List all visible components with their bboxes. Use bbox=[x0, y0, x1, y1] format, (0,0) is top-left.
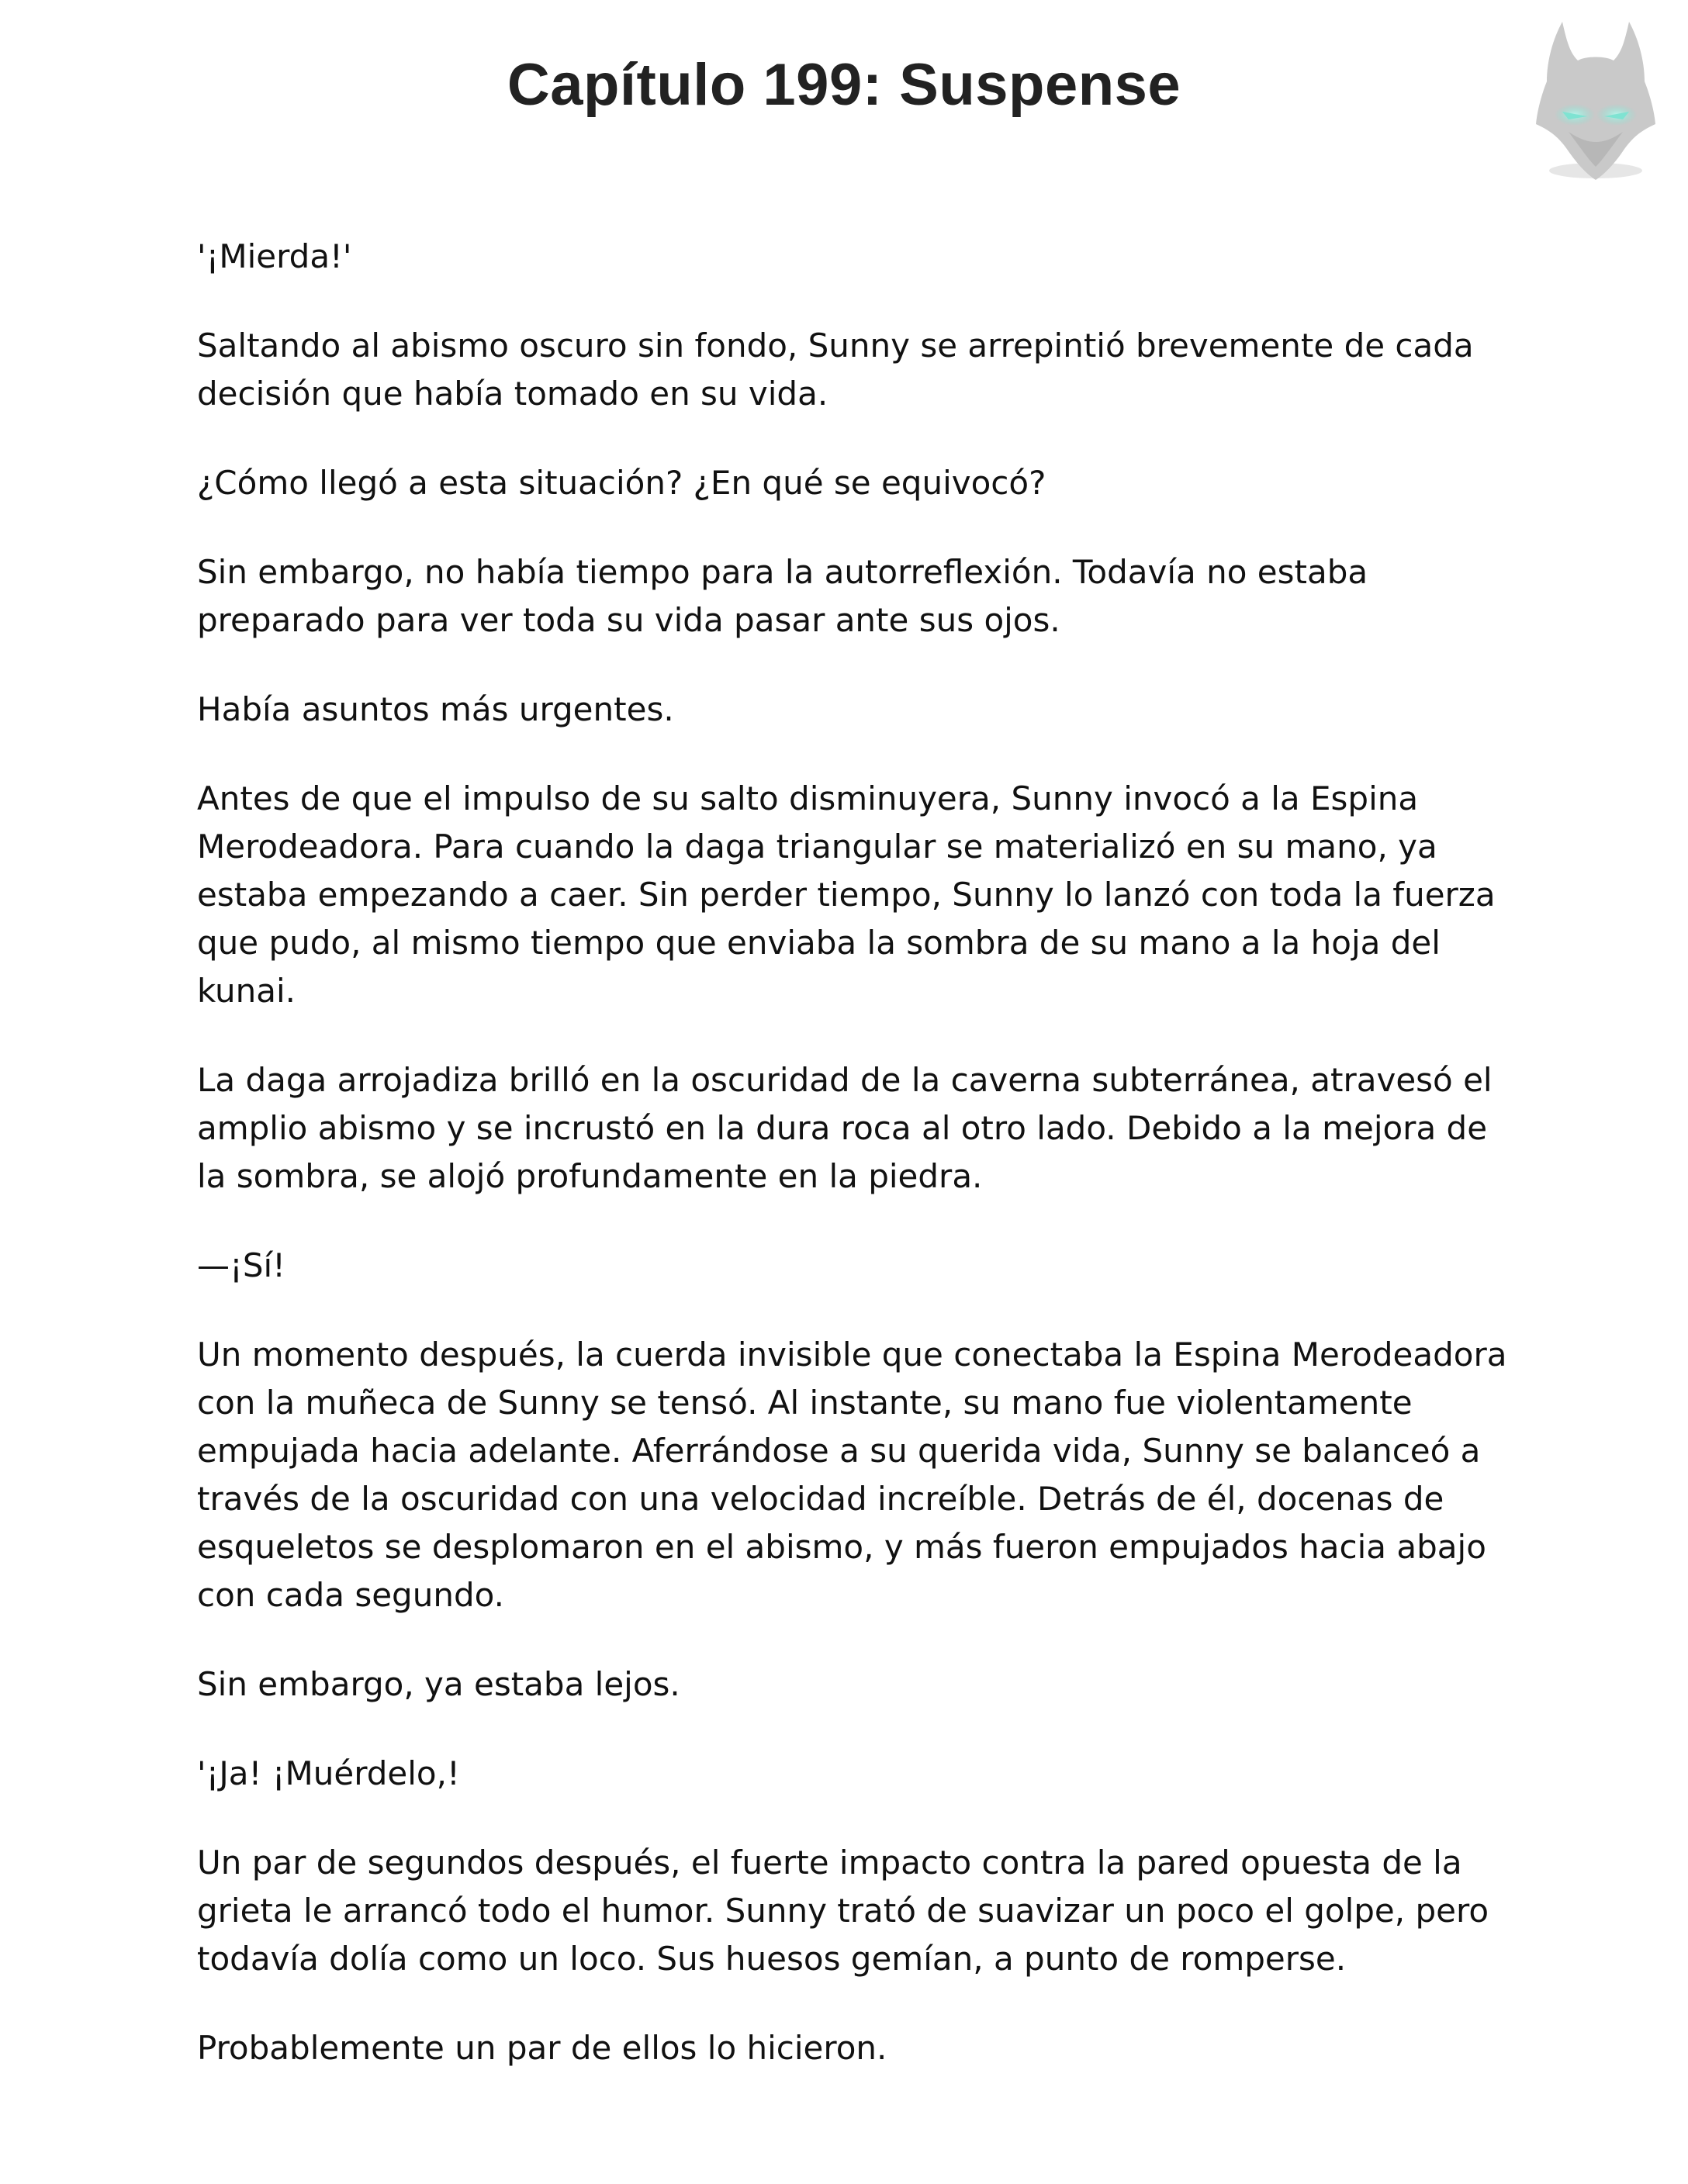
page-title: Capítulo 199: Suspense bbox=[507, 52, 1181, 118]
paragraph: '¡Ja! ¡Muérdelo,! bbox=[197, 1754, 460, 1792]
horned-demon-logo-icon bbox=[1522, 16, 1669, 190]
paragraph: Sin embargo, no había tiempo para la autorreflexión. Todavía no estaba preparado para ver toda su vida pasar ante sus ojos. bbox=[197, 553, 1368, 639]
paragraph: Sin embargo, ya estaba lejos. bbox=[197, 1665, 680, 1703]
paragraph: La daga arrojadiza brilló en la oscuridad de la caverna subterránea, atravesó el amplio abismo y se incrustó en la dura roca al otro lado. Debido a la mejora de la sombra, se alojó profundamente en la piedra. bbox=[197, 1061, 1493, 1195]
paragraph: —¡Sí! bbox=[197, 1246, 286, 1284]
paragraph: Antes de que el impulso de su salto disminuyera, Sunny invocó a la Espina Merodeadora. Para cuando la daga triangular se materializó en su mano, ya estaba empezando a caer. Sin perder tiempo, Sunny lo lanzó con toda la fuerza que pudo, al mismo tiempo que enviaba la sombra de su mano a la hoja del kunai. bbox=[197, 779, 1496, 1010]
chapter-body bbox=[197, 233, 1508, 2113]
paragraph: ¿Cómo llegó a esta situación? ¿En qué se equivocó? bbox=[197, 464, 1046, 502]
paragraph: Probablemente un par de ellos lo hicieron. bbox=[197, 2029, 887, 2067]
paragraph: Había asuntos más urgentes. bbox=[197, 690, 674, 728]
paragraph: Un momento después, la cuerda invisible que conectaba la Espina Merodeadora con la muñeca de Sunny se tensó. Al instante, su mano fue violentamente empujada hacia adelante. Aferrándose a su querida vida, Sunny se balanceó a través de la oscuridad con una velocidad increíble. Detrás de él, docenas de esqueletos se desplomaron en el abismo, y más fueron empujados hacia abajo con cada segundo. bbox=[197, 1336, 1507, 1614]
paragraph: Saltando al abismo oscuro sin fondo, Sunny se arrepintió brevemente de cada decisión que había tomado en su vida. bbox=[197, 327, 1474, 413]
paragraph: Un par de segundos después, el fuerte impacto contra la pared opuesta de la grieta le arrancó todo el humor. Sunny trató de suavizar un poco el golpe, pero todavía dolía como un loco. Sus huesos gemían, a punto de romperse. bbox=[197, 1844, 1489, 1978]
paragraph: '¡Mierda!' bbox=[197, 237, 352, 275]
